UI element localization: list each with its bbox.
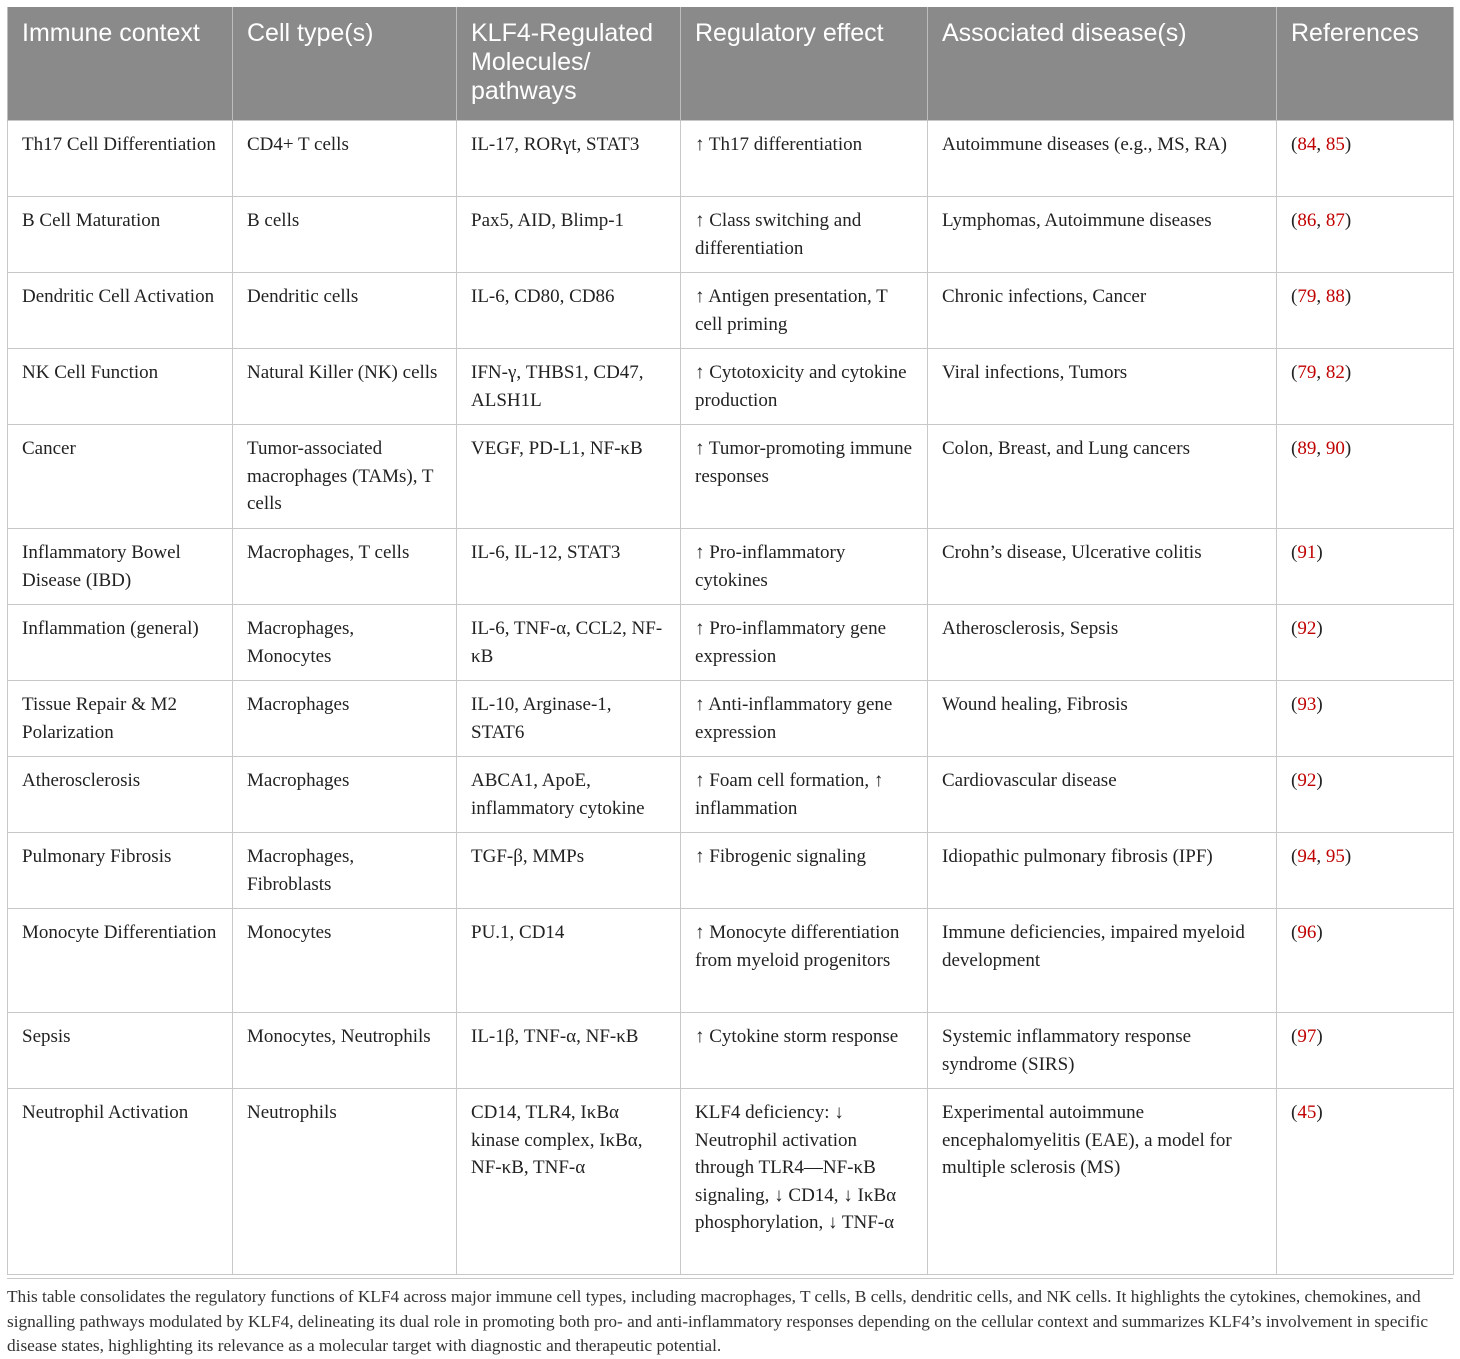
header-references: References <box>1277 7 1454 121</box>
cell-immune-context: Dendritic Cell Activation <box>8 273 233 349</box>
reference-link[interactable]: 94 <box>1297 846 1317 867</box>
cell-references: (94, 95) <box>1277 833 1454 909</box>
cell-cell-types: Macrophages, Monocytes <box>233 605 457 681</box>
cell-associated-diseases: Chronic infections, Cancer <box>928 273 1277 349</box>
cell-immune-context: Tissue Repair & M2 Polarization <box>8 681 233 757</box>
cell-associated-diseases: Viral infections, Tumors <box>928 349 1277 425</box>
table-row <box>8 909 1454 1013</box>
reference-link[interactable]: 84 <box>1297 134 1317 155</box>
table-row <box>8 273 1454 349</box>
cell-regulatory-effect: ↑ Tumor-promoting immune responses <box>681 425 928 529</box>
cell-references: (79, 82) <box>1277 349 1454 425</box>
cell-associated-diseases: Atherosclerosis, Sepsis <box>928 605 1277 681</box>
cell-cell-types: Macrophages <box>233 757 457 833</box>
cell-associated-diseases: Immune deficiencies, impaired myeloid development <box>928 909 1277 1013</box>
reference-link[interactable]: 92 <box>1297 618 1317 639</box>
reference-link[interactable]: 90 <box>1325 438 1345 459</box>
reference-link[interactable]: 93 <box>1297 694 1317 715</box>
table-body <box>8 121 1454 1275</box>
cell-molecules: IL-10, Arginase-1, STAT6 <box>457 681 681 757</box>
table-container <box>7 7 1453 1275</box>
cell-cell-types: Monocytes, Neutrophils <box>233 1013 457 1089</box>
cell-regulatory-effect: ↑ Foam cell formation, ↑ inflammation <box>681 757 928 833</box>
cell-regulatory-effect: ↑ Cytokine storm response <box>681 1013 928 1089</box>
reference-link[interactable]: 79 <box>1297 362 1317 383</box>
cell-references: (97) <box>1277 1013 1454 1089</box>
table-row <box>8 757 1454 833</box>
header-regulatory-effect: Regulatory effect <box>681 7 928 121</box>
header-immune-context: Immune context <box>8 7 233 121</box>
cell-immune-context: Neutrophil Activation <box>8 1089 233 1275</box>
reference-link[interactable]: 88 <box>1325 286 1345 307</box>
header-cell-types: Cell type(s) <box>233 7 457 121</box>
table-row <box>8 681 1454 757</box>
cell-references: (93) <box>1277 681 1454 757</box>
cell-immune-context: Cancer <box>8 425 233 529</box>
cell-cell-types: Macrophages, Fibroblasts <box>233 833 457 909</box>
table-row <box>8 605 1454 681</box>
reference-link[interactable]: 97 <box>1297 1026 1317 1047</box>
header-molecules: KLF4-Regulated Molecules/ pathways <box>457 7 681 121</box>
cell-molecules: IL-6, IL-12, STAT3 <box>457 529 681 605</box>
cell-cell-types: Tumor-associated macrophages (TAMs), T cells <box>233 425 457 529</box>
cell-molecules: IFN-γ, THBS1, CD47, ALSH1L <box>457 349 681 425</box>
cell-immune-context: Th17 Cell Differentiation <box>8 121 233 197</box>
cell-immune-context: Inflammatory Bowel Disease (IBD) <box>8 529 233 605</box>
cell-cell-types: Neutrophils <box>233 1089 457 1275</box>
cell-associated-diseases: Colon, Breast, and Lung cancers <box>928 425 1277 529</box>
cell-molecules: IL-6, TNF-α, CCL2, NF-κB <box>457 605 681 681</box>
cell-molecules: VEGF, PD-L1, NF-κB <box>457 425 681 529</box>
reference-link[interactable]: 89 <box>1297 438 1317 459</box>
reference-link[interactable]: 86 <box>1297 210 1317 231</box>
cell-associated-diseases: Wound healing, Fibrosis <box>928 681 1277 757</box>
cell-immune-context: Pulmonary Fibrosis <box>8 833 233 909</box>
cell-molecules: IL-6, CD80, CD86 <box>457 273 681 349</box>
cell-associated-diseases: Lymphomas, Autoimmune diseases <box>928 197 1277 273</box>
table-header <box>8 7 1454 121</box>
reference-link[interactable]: 45 <box>1297 1102 1317 1123</box>
table-row <box>8 1013 1454 1089</box>
cell-regulatory-effect: ↑ Monocyte differentiation from myeloid progenitors <box>681 909 928 1013</box>
cell-molecules: TGF-β, MMPs <box>457 833 681 909</box>
cell-molecules: ABCA1, ApoE, inflammatory cytokine <box>457 757 681 833</box>
cell-regulatory-effect: ↑ Cytotoxicity and cytokine production <box>681 349 928 425</box>
reference-link[interactable]: 82 <box>1325 362 1345 383</box>
cell-cell-types: CD4+ T cells <box>233 121 457 197</box>
cell-regulatory-effect: ↑ Pro-inflammatory gene expression <box>681 605 928 681</box>
table-row <box>8 529 1454 605</box>
cell-associated-diseases: Cardiovascular disease <box>928 757 1277 833</box>
cell-cell-types: Dendritic cells <box>233 273 457 349</box>
cell-associated-diseases: Systemic inflammatory response syndrome (SIRS) <box>928 1013 1277 1089</box>
cell-references: (91) <box>1277 529 1454 605</box>
table-row <box>8 197 1454 273</box>
cell-references: (92) <box>1277 757 1454 833</box>
cell-cell-types: B cells <box>233 197 457 273</box>
cell-references: (92) <box>1277 605 1454 681</box>
reference-link[interactable]: 79 <box>1297 286 1317 307</box>
cell-immune-context: Sepsis <box>8 1013 233 1089</box>
cell-molecules: PU.1, CD14 <box>457 909 681 1013</box>
cell-regulatory-effect: ↑ Anti-inflammatory gene expression <box>681 681 928 757</box>
cell-associated-diseases: Crohn’s disease, Ulcerative colitis <box>928 529 1277 605</box>
table-caption: This table consolidates the regulatory functions of KLF4 across major immune cell types, including macrophages, T cells, B cells, dendritic cells, and NK cells. It highlights the cytokines, chemokines, and signalling pathways modulated by KLF4, delineating its dual role in promoting both pro- and anti-inflammatory responses depending on the cellular context and summarizes KLF4’s involvement in specific disease states, highlighting its relevance as a molecular target with diagnostic and therapeutic potential. <box>7 1278 1453 1359</box>
table-row <box>8 833 1454 909</box>
cell-references: (86, 87) <box>1277 197 1454 273</box>
cell-references: (84, 85) <box>1277 121 1454 197</box>
table-row <box>8 349 1454 425</box>
cell-associated-diseases: Autoimmune diseases (e.g., MS, RA) <box>928 121 1277 197</box>
cell-cell-types: Natural Killer (NK) cells <box>233 349 457 425</box>
cell-regulatory-effect: ↑ Th17 differentiation <box>681 121 928 197</box>
cell-immune-context: B Cell Maturation <box>8 197 233 273</box>
cell-references: (45) <box>1277 1089 1454 1275</box>
cell-cell-types: Macrophages <box>233 681 457 757</box>
reference-link[interactable]: 91 <box>1297 542 1317 563</box>
klf4-immune-table <box>7 7 1454 1275</box>
reference-link[interactable]: 95 <box>1325 846 1345 867</box>
cell-associated-diseases: Experimental autoimmune encephalomyelitis (EAE), a model for multiple sclerosis (MS) <box>928 1089 1277 1275</box>
reference-link[interactable]: 87 <box>1325 210 1345 231</box>
cell-immune-context: Atherosclerosis <box>8 757 233 833</box>
cell-immune-context: Inflammation (general) <box>8 605 233 681</box>
cell-regulatory-effect: ↑ Antigen presentation, T cell priming <box>681 273 928 349</box>
reference-link[interactable]: 92 <box>1297 770 1317 791</box>
cell-molecules: IL-17, RORγt, STAT3 <box>457 121 681 197</box>
cell-cell-types: Monocytes <box>233 909 457 1013</box>
table-row <box>8 1089 1454 1275</box>
cell-molecules: IL-1β, TNF-α, NF-κB <box>457 1013 681 1089</box>
header-row <box>8 7 1454 121</box>
cell-references: (96) <box>1277 909 1454 1013</box>
header-associated-diseases: Associated disease(s) <box>928 7 1277 121</box>
cell-molecules: Pax5, AID, Blimp-1 <box>457 197 681 273</box>
cell-immune-context: NK Cell Function <box>8 349 233 425</box>
cell-references: (79, 88) <box>1277 273 1454 349</box>
cell-regulatory-effect: ↑ Pro-inflammatory cytokines <box>681 529 928 605</box>
cell-immune-context: Monocyte Differentiation <box>8 909 233 1013</box>
cell-regulatory-effect: ↑ Fibrogenic signaling <box>681 833 928 909</box>
table-row <box>8 121 1454 197</box>
cell-regulatory-effect: ↑ Class switching and differentiation <box>681 197 928 273</box>
reference-link[interactable]: 96 <box>1297 922 1317 943</box>
cell-molecules: CD14, TLR4, IκBα kinase complex, IκBα, NF-κB, TNF-α <box>457 1089 681 1275</box>
cell-cell-types: Macrophages, T cells <box>233 529 457 605</box>
cell-regulatory-effect: KLF4 deficiency: ↓ Neutrophil activation through TLR4—NF-κB signaling, ↓ CD14, ↓ IκBα phosphorylation, ↓ TNF-α <box>681 1089 928 1275</box>
table-row <box>8 425 1454 529</box>
cell-references: (89, 90) <box>1277 425 1454 529</box>
reference-link[interactable]: 85 <box>1325 134 1345 155</box>
cell-associated-diseases: Idiopathic pulmonary fibrosis (IPF) <box>928 833 1277 909</box>
